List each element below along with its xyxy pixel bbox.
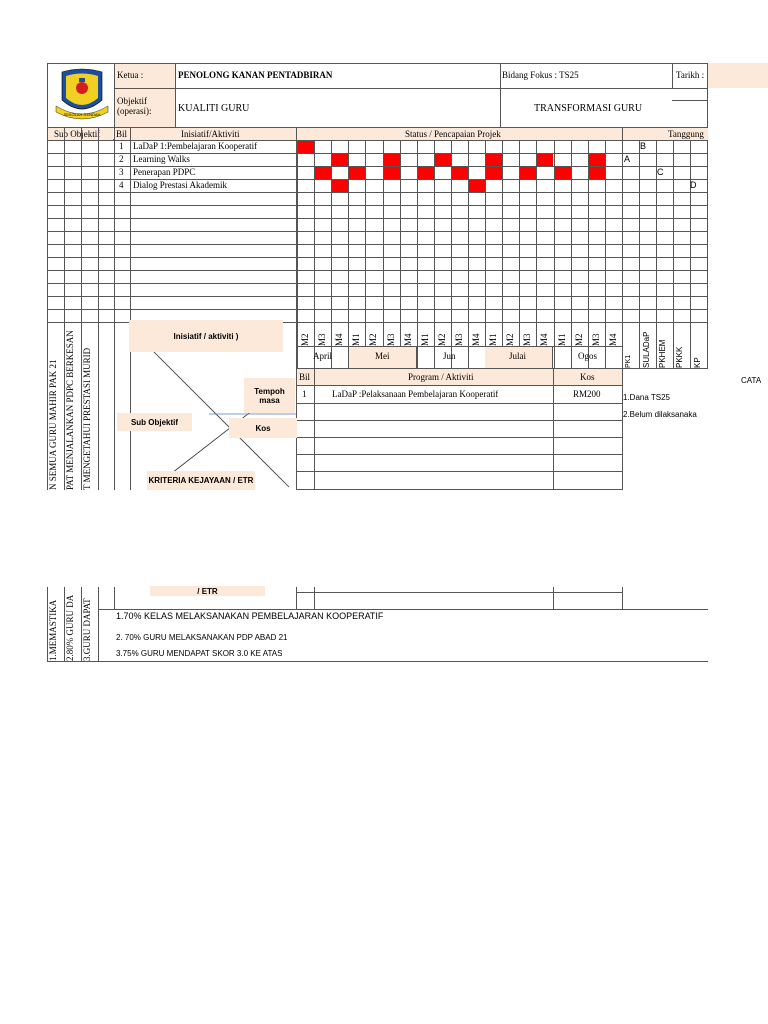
catatan-item: 1.Dana TS25 bbox=[623, 393, 670, 402]
month-label: Ogos bbox=[578, 351, 598, 361]
status-mark bbox=[384, 167, 400, 179]
week-label: M1 bbox=[488, 333, 498, 346]
tarikh-value-cell[interactable] bbox=[708, 63, 768, 88]
initiative-label: Learning Walks bbox=[133, 154, 190, 164]
role-label: SULADaP bbox=[642, 331, 651, 368]
diagram-sub-objektif-box: Sub Objektif bbox=[117, 413, 192, 431]
program-row-kos: RM200 bbox=[573, 389, 601, 399]
week-label: M3 bbox=[386, 333, 396, 346]
status-mark bbox=[332, 154, 348, 166]
week-label: M2 bbox=[574, 333, 584, 346]
program-name-header: Program / Aktiviti bbox=[408, 372, 474, 382]
week-label: M4 bbox=[471, 333, 481, 346]
status-mark bbox=[349, 167, 365, 179]
kriteria-item: 3.75% GURU MENDAPAT SKOR 3.0 KE ATAS bbox=[116, 649, 283, 658]
week-label: M2 bbox=[505, 333, 515, 346]
diagram-tempoh-box: Tempoh masa bbox=[244, 378, 295, 413]
ketua-label: Ketua : bbox=[117, 70, 144, 80]
week-label: M4 bbox=[403, 333, 413, 346]
initiative-num: 4 bbox=[119, 180, 124, 190]
role-label: PK1 bbox=[625, 354, 632, 368]
month-label: Mei bbox=[375, 351, 390, 361]
sub-objektif-text: N SEMUA GURU MAHIR PAK 21 bbox=[48, 359, 58, 490]
week-label: M2 bbox=[368, 333, 378, 346]
sub-objektif-text: T MENGETAHUI PRESTASI MURID bbox=[82, 347, 92, 490]
diagram-kriteria-box: KRITERIA KEJAYAAN / ETR bbox=[147, 471, 255, 490]
status-mark bbox=[486, 154, 502, 166]
responsibility-letter: C bbox=[657, 167, 664, 177]
responsibility-letter: B bbox=[640, 141, 647, 151]
tanggung-header: Tanggung bbox=[668, 129, 704, 139]
program-bil-header: Bil bbox=[299, 372, 311, 382]
status-mark bbox=[486, 167, 502, 179]
responsibility-letter: D bbox=[690, 180, 697, 190]
week-label: M4 bbox=[608, 333, 618, 346]
status-mark bbox=[332, 180, 348, 192]
tarikh-label: Tarikh : bbox=[676, 70, 705, 80]
status-mark bbox=[298, 141, 314, 153]
sub-objektif-text: PAT MENJALANKAN PDPC BERKESAN bbox=[65, 330, 75, 490]
diagram-inisiatif-box: Inisiatif / aktiviti ) bbox=[129, 320, 283, 352]
initiative-num: 1 bbox=[119, 141, 124, 151]
week-label: M4 bbox=[539, 333, 549, 346]
week-label: M3 bbox=[317, 333, 327, 346]
bidang-fokus: Bidang Fokus : TS25 bbox=[502, 70, 579, 80]
week-label: M3 bbox=[591, 333, 601, 346]
inisiatif-header: Inisiatif/Aktiviti bbox=[181, 129, 240, 139]
diagram-kos-box: Kos bbox=[229, 418, 297, 438]
objektif-value: KUALITI GURU bbox=[178, 103, 250, 114]
initiative-num: 3 bbox=[119, 167, 124, 177]
status-mark bbox=[315, 167, 331, 179]
role-label: PKHEM bbox=[658, 339, 667, 368]
school-logo bbox=[52, 66, 112, 124]
initiative-label: Dialog Prestasi Akademik bbox=[133, 180, 227, 190]
sub-objektif-text: 2.80% GURU DA bbox=[65, 594, 75, 661]
week-label: M2 bbox=[437, 333, 447, 346]
status-mark bbox=[435, 154, 451, 166]
bil-header: Bil bbox=[116, 129, 128, 139]
svg-text:SEKOLAH RENDAH: SEKOLAH RENDAH bbox=[63, 112, 101, 117]
catatan-label: CATA bbox=[741, 376, 762, 385]
week-label: M2 bbox=[300, 333, 310, 346]
week-label: M1 bbox=[557, 333, 567, 346]
program-row-bil: 1 bbox=[302, 389, 307, 399]
sub-objektif-text: 1.MEMASTIKA bbox=[48, 599, 58, 661]
week-label: M4 bbox=[334, 333, 344, 346]
week-label: M3 bbox=[522, 333, 532, 346]
responsibility-letter: A bbox=[624, 154, 631, 164]
initiative-num: 2 bbox=[119, 154, 124, 164]
kriteria-item: 1.70% KELAS MELAKSANAKAN PEMBELAJARAN KOOPERATIF bbox=[116, 611, 384, 621]
month-label: Jun bbox=[443, 351, 456, 361]
status-header: Status / Pencapaian Projek bbox=[405, 129, 501, 139]
initiative-label: Penerapan PDPC bbox=[133, 167, 196, 177]
sub-objektif-header: Sub Objektif bbox=[54, 129, 101, 139]
status-mark bbox=[452, 167, 468, 179]
status-mark bbox=[555, 167, 571, 179]
transformasi-label: TRANSFORMASI GURU bbox=[534, 103, 643, 114]
ketua-value: PENOLONG KANAN PENTADBIRAN bbox=[178, 70, 333, 80]
role-label: KP bbox=[693, 357, 702, 368]
program-kos-header: Kos bbox=[580, 372, 595, 382]
diagram-etr-lower: / ETR bbox=[150, 586, 265, 596]
week-label: M1 bbox=[420, 333, 430, 346]
status-mark bbox=[520, 167, 536, 179]
status-mark bbox=[469, 180, 485, 192]
month-label: April bbox=[313, 351, 332, 361]
program-row-name: LaDaP :Pelaksanaan Pembelajaran Kooperatif bbox=[332, 389, 499, 399]
kriteria-item: 2. 70% GURU MELAKSANAKAN PDP ABAD 21 bbox=[116, 633, 288, 642]
status-mark bbox=[589, 167, 605, 179]
catatan-item: 2.Belum dilaksanaka bbox=[623, 410, 697, 419]
sub-objektif-text: 3.GURU DAPAT bbox=[82, 598, 92, 661]
status-mark bbox=[384, 154, 400, 166]
month-label: Julai bbox=[509, 351, 526, 361]
week-label: M1 bbox=[351, 333, 361, 346]
status-mark bbox=[418, 167, 434, 179]
objektif-label: Objektif (operasi): bbox=[117, 96, 152, 116]
week-label: M3 bbox=[454, 333, 464, 346]
role-label: PKKK bbox=[675, 346, 684, 368]
status-mark bbox=[589, 154, 605, 166]
status-mark bbox=[537, 154, 553, 166]
initiative-label: LaDaP 1:Pembelajaran Kooperatif bbox=[133, 141, 258, 151]
